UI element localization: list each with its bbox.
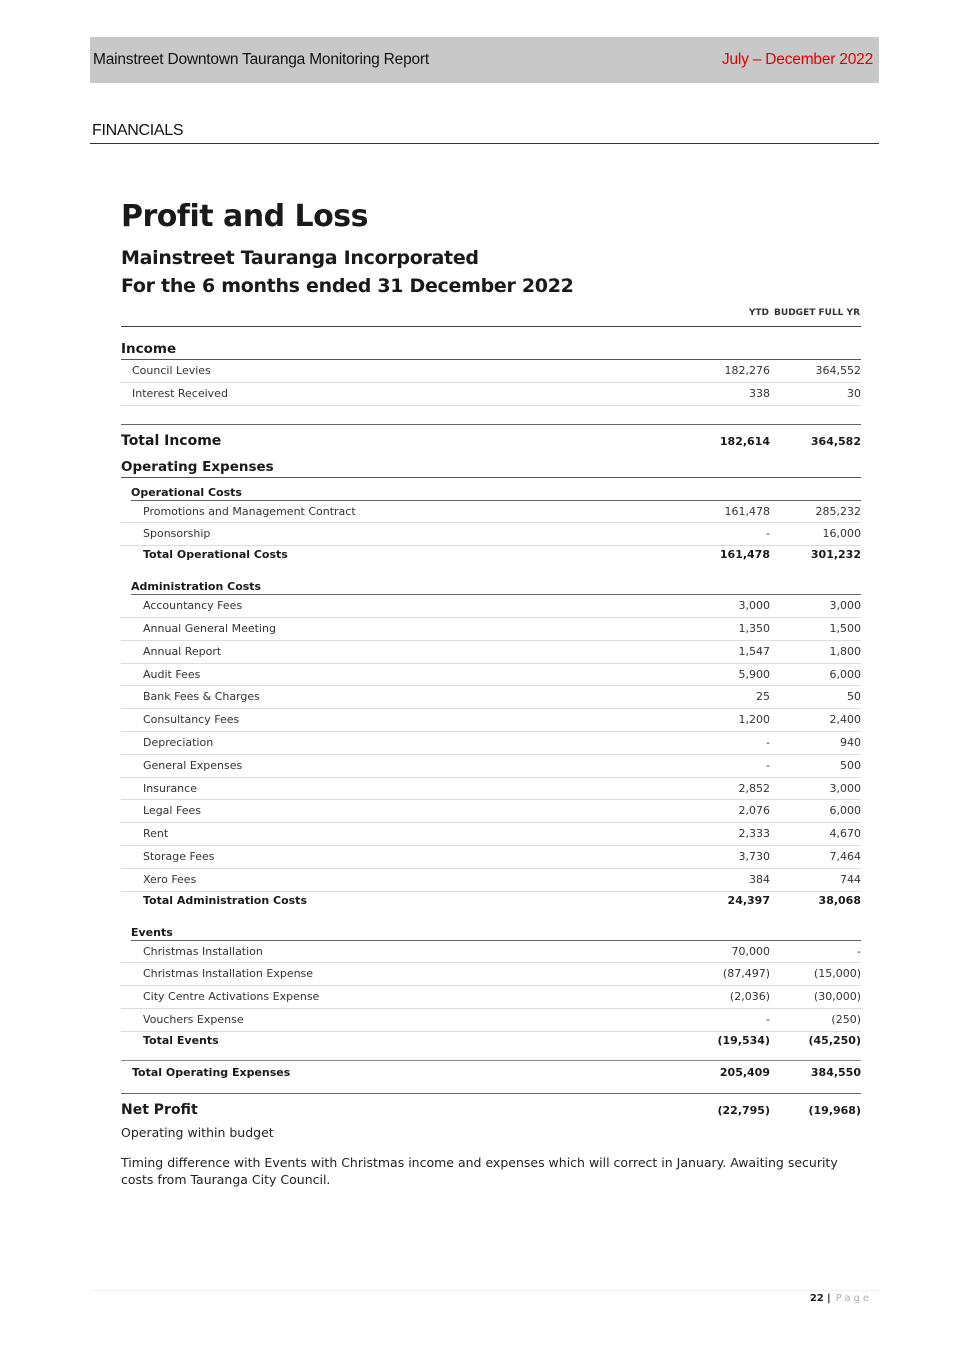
line-item-ytd: 70,000 — [731, 944, 770, 958]
income-heading: Income — [121, 327, 861, 360]
report-header-bar — [90, 37, 879, 83]
footer-divider — [90, 1290, 879, 1291]
total-income-label: Total Income — [121, 432, 222, 449]
line-item-ytd: (87,497) — [722, 967, 770, 981]
line-item-budget: 500 — [840, 758, 861, 772]
line-item-label: Christmas Installation Expense — [143, 967, 314, 981]
note-operating-within-budget: Operating within budget — [121, 1125, 274, 1140]
line-item-label: Vouchers Expense — [143, 1012, 244, 1026]
events-rows — [121, 941, 861, 1032]
page-footer — [810, 1293, 872, 1304]
events-row — [121, 941, 861, 964]
administration-cost-row — [121, 823, 861, 846]
income-rows — [121, 360, 861, 406]
line-item-label: Depreciation — [143, 735, 214, 749]
column-headers — [121, 304, 861, 327]
line-item-ytd: - — [766, 735, 770, 749]
line-item-label: Christmas Installation — [143, 944, 263, 958]
line-item-budget: (250) — [831, 1012, 861, 1026]
line-item-ytd: 2,852 — [738, 781, 770, 795]
total-administration-costs-budget: 38,068 — [818, 893, 861, 907]
line-item-label: Consultancy Fees — [143, 713, 240, 727]
operational-cost-row — [121, 523, 861, 546]
total-operational-costs-budget: 301,232 — [810, 548, 861, 562]
administration-cost-row — [121, 755, 861, 778]
statement-title: Profit and Loss — [121, 199, 368, 234]
line-item-label: Insurance — [143, 781, 197, 795]
line-item-ytd: 1,200 — [738, 713, 770, 727]
line-item-ytd: (2,036) — [729, 990, 770, 1004]
page-word: Page — [835, 1293, 872, 1304]
note-timing-difference: Timing difference with Events with Christmas income and expenses which will correct in January. Awaiting security costs from Tauranga City Council. — [121, 1155, 838, 1187]
events-row — [121, 986, 861, 1009]
events-heading: Events — [131, 912, 861, 941]
page-number: 22 — [809, 1293, 824, 1304]
net-profit-budget: (19,968) — [808, 1103, 861, 1117]
line-item-budget: 285,232 — [815, 504, 861, 518]
administration-cost-row — [121, 732, 861, 755]
total-income-ytd: 182,614 — [719, 434, 770, 448]
administration-costs-rows — [121, 595, 861, 891]
total-events-ytd: (19,534) — [717, 1033, 770, 1047]
report-header-period: July – December 2022 — [721, 51, 873, 68]
section-label: FINANCIALS — [92, 122, 184, 139]
administration-cost-row — [121, 664, 861, 687]
administration-cost-row — [121, 778, 861, 801]
operational-costs-heading: Operational Costs — [131, 478, 861, 501]
report-header-title: Mainstreet Downtown Tauranga Monitoring Report — [93, 51, 430, 68]
line-item-label: Annual Report — [143, 644, 222, 658]
total-operating-expenses-row — [121, 1060, 861, 1085]
column-header-ytd: YTD — [748, 308, 769, 318]
line-item-label: Council Levies — [132, 364, 211, 377]
line-item-budget: 2,400 — [829, 713, 861, 727]
line-item-ytd: - — [766, 527, 770, 541]
total-events-budget: (45,250) — [808, 1033, 861, 1047]
line-item-budget: 16,000 — [822, 527, 861, 541]
organisation-name: Mainstreet Tauranga Incorporated — [121, 247, 479, 269]
line-item-ytd: 25 — [756, 690, 770, 704]
profit-loss-statement — [121, 198, 861, 1124]
net-profit-row — [121, 1093, 861, 1124]
line-item-budget: 50 — [847, 690, 861, 704]
total-income-budget: 364,582 — [810, 434, 861, 448]
total-administration-costs-ytd: 24,397 — [727, 893, 770, 907]
line-item-label: Sponsorship — [143, 527, 211, 541]
line-item-label: Interest Received — [132, 386, 228, 400]
net-profit-ytd: (22,795) — [717, 1103, 770, 1117]
income-row — [121, 383, 861, 406]
administration-cost-row — [121, 846, 861, 869]
line-item-budget: 6,000 — [829, 667, 861, 681]
total-income-row — [121, 424, 861, 455]
line-item-ytd: 2,076 — [738, 804, 770, 818]
line-item-ytd: - — [766, 1012, 770, 1026]
total-operating-expenses-budget: 384,550 — [810, 1065, 861, 1079]
line-item-budget: 6,000 — [829, 804, 861, 818]
line-item-budget: 744 — [840, 872, 861, 886]
administration-costs-heading: Administration Costs — [131, 566, 861, 595]
line-item-budget: (15,000) — [813, 967, 861, 981]
line-item-label: Audit Fees — [143, 667, 201, 681]
total-administration-costs-row — [121, 892, 861, 912]
line-item-label: Annual General Meeting — [143, 621, 276, 635]
administration-cost-row — [121, 595, 861, 618]
line-item-budget: 364,552 — [815, 364, 861, 377]
line-item-ytd: 5,900 — [738, 667, 770, 681]
line-item-ytd: 384 — [749, 872, 770, 886]
section-divider — [90, 143, 879, 144]
line-item-label: Xero Fees — [143, 872, 197, 886]
total-operational-costs-row — [121, 546, 861, 566]
statement-period: For the 6 months ended 31 December 2022 — [121, 275, 574, 297]
line-item-label: City Centre Activations Expense — [143, 990, 320, 1004]
line-item-budget: 3,000 — [829, 599, 861, 613]
events-row — [121, 963, 861, 986]
line-item-budget: - — [857, 944, 861, 958]
total-operating-expenses-label: Total Operating Expenses — [132, 1065, 291, 1079]
line-item-budget: 1,500 — [829, 621, 861, 635]
total-operational-costs-ytd: 161,478 — [719, 548, 770, 562]
income-row — [121, 360, 861, 383]
operational-costs-rows — [121, 501, 861, 547]
line-item-label: Bank Fees & Charges — [143, 690, 260, 704]
administration-cost-row — [121, 641, 861, 664]
line-item-budget: 1,800 — [829, 644, 861, 658]
line-item-ytd: 161,478 — [724, 504, 770, 518]
total-operational-costs-label: Total Operational Costs — [143, 548, 288, 562]
administration-cost-row — [121, 869, 861, 892]
administration-cost-row — [121, 618, 861, 641]
line-item-budget: 7,464 — [829, 849, 861, 863]
line-item-label: Accountancy Fees — [143, 599, 243, 613]
total-events-row — [121, 1032, 861, 1052]
operational-cost-row — [121, 501, 861, 524]
operating-expenses-heading: Operating Expenses — [121, 455, 861, 478]
total-events-label: Total Events — [143, 1033, 219, 1047]
line-item-label: Legal Fees — [143, 804, 201, 818]
line-item-ytd: 1,350 — [738, 621, 770, 635]
column-header-budget: BUDGET FULL YR — [774, 308, 860, 318]
line-item-budget: 940 — [840, 735, 861, 749]
line-item-label: Rent — [143, 827, 169, 841]
line-item-ytd: - — [766, 758, 770, 772]
line-item-budget: 30 — [847, 386, 861, 400]
page-separator: | — [826, 1293, 831, 1304]
line-item-ytd: 1,547 — [738, 644, 770, 658]
line-item-label: Promotions and Management Contract — [143, 504, 356, 518]
administration-cost-row — [121, 686, 861, 709]
line-item-label: General Expenses — [143, 758, 243, 772]
total-operating-expenses-ytd: 205,409 — [719, 1065, 770, 1079]
line-item-ytd: 338 — [749, 386, 770, 400]
line-item-budget: (30,000) — [813, 990, 861, 1004]
line-item-budget: 3,000 — [829, 781, 861, 795]
total-administration-costs-label: Total Administration Costs — [143, 893, 307, 907]
events-row — [121, 1009, 861, 1032]
line-item-label: Storage Fees — [143, 849, 215, 863]
line-item-ytd: 182,276 — [724, 364, 770, 377]
administration-cost-row — [121, 709, 861, 732]
line-item-ytd: 2,333 — [738, 827, 770, 841]
line-item-ytd: 3,000 — [738, 599, 770, 613]
line-item-ytd: 3,730 — [738, 849, 770, 863]
net-profit-label: Net Profit — [121, 1101, 198, 1118]
line-item-budget: 4,670 — [829, 827, 861, 841]
administration-cost-row — [121, 800, 861, 823]
